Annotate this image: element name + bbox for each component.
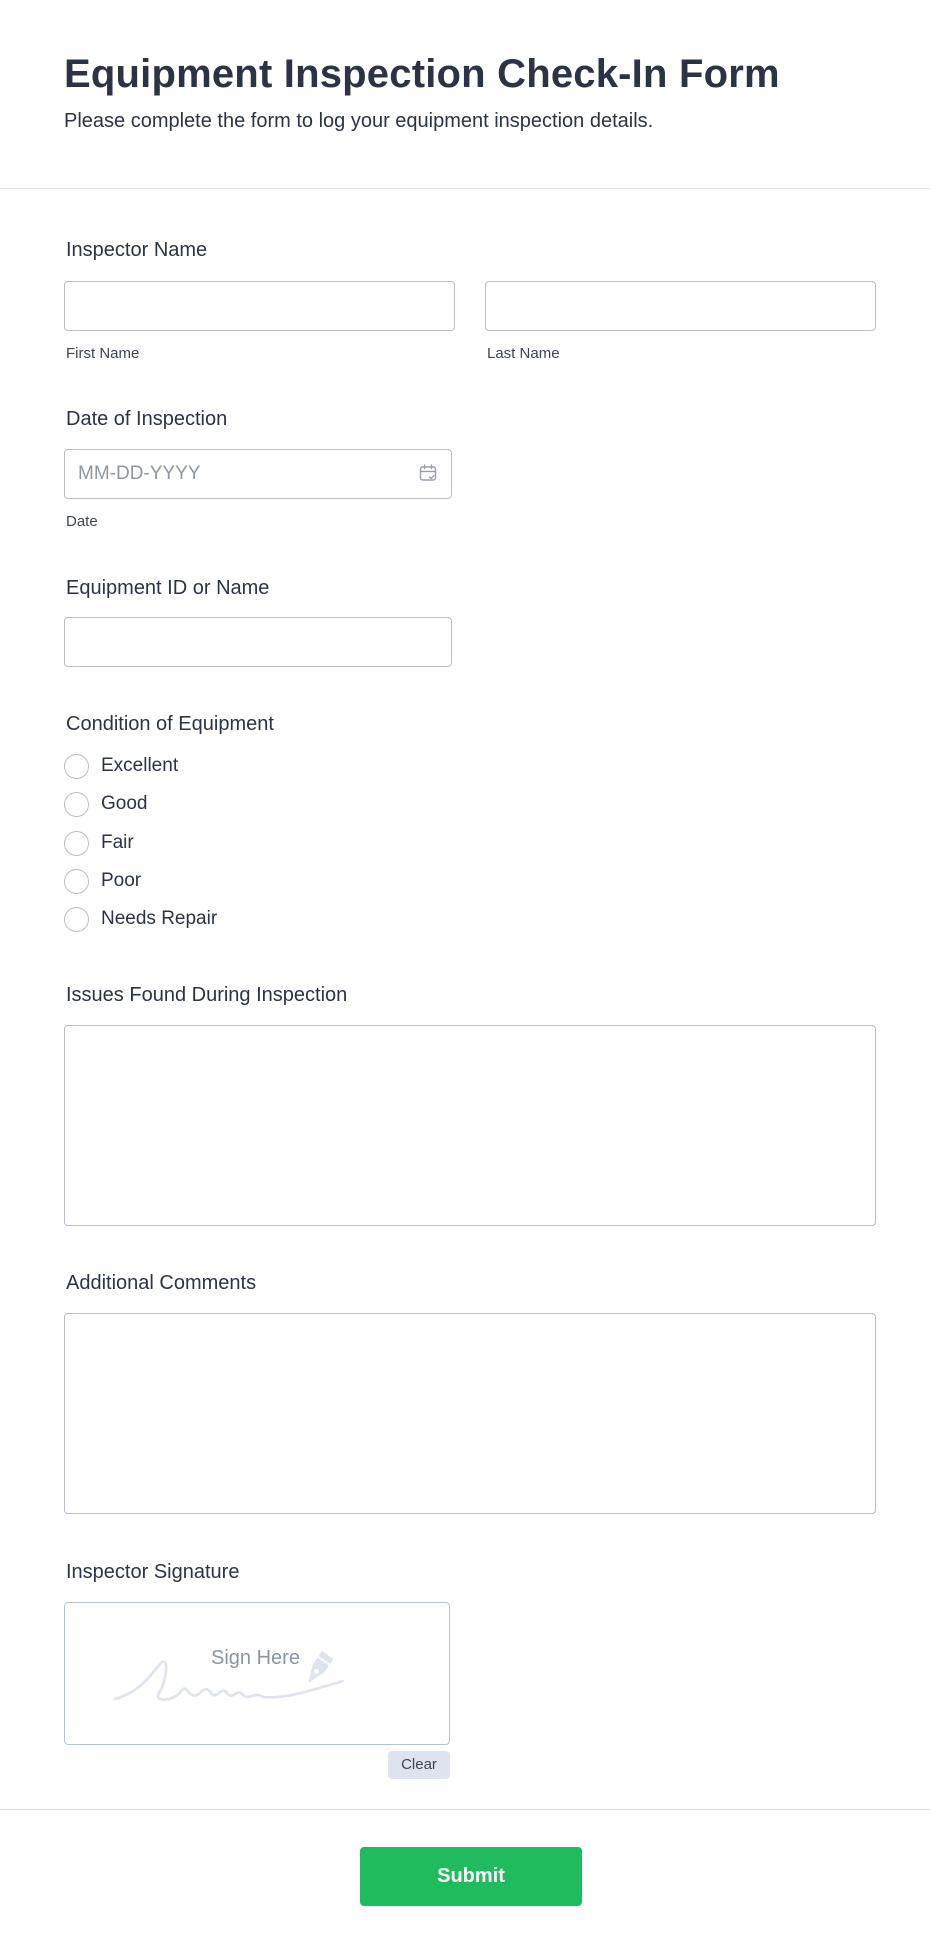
equipment-input[interactable] xyxy=(64,617,452,667)
radio-label: Needs Repair xyxy=(101,908,218,929)
condition-option-good[interactable] xyxy=(64,790,147,818)
condition-label: Condition of Equipment xyxy=(66,713,274,735)
signature-placeholder: Sign Here xyxy=(211,1647,300,1669)
last-name-sublabel: Last Name xyxy=(487,345,560,362)
radio-button[interactable] xyxy=(64,831,89,856)
condition-option-needs-repair[interactable] xyxy=(64,905,217,933)
clear-signature-button[interactable]: Clear xyxy=(388,1751,450,1779)
radio-label: Poor xyxy=(101,870,142,891)
calendar-icon[interactable] xyxy=(418,463,438,483)
issues-textarea[interactable] xyxy=(64,1025,876,1226)
radio-button[interactable] xyxy=(64,907,89,932)
date-input[interactable] xyxy=(64,449,452,499)
last-name-input[interactable] xyxy=(485,281,876,331)
comments-label: Additional Comments xyxy=(66,1272,257,1294)
inspector-name-label: Inspector Name xyxy=(66,239,208,261)
condition-option-fair[interactable] xyxy=(64,829,134,857)
condition-option-excellent[interactable] xyxy=(64,752,178,780)
comments-textarea[interactable] xyxy=(64,1313,876,1514)
first-name-sublabel: First Name xyxy=(66,345,140,362)
date-label: Date of Inspection xyxy=(66,408,228,430)
equipment-label: Equipment ID or Name xyxy=(66,577,270,599)
form-header xyxy=(0,0,930,189)
form-subtitle: Please complete the form to log your equipment inspection details. xyxy=(64,110,654,132)
radio-label: Fair xyxy=(101,832,134,853)
radio-label: Excellent xyxy=(101,755,179,776)
radio-button[interactable] xyxy=(64,869,89,894)
date-sublabel: Date xyxy=(66,513,98,530)
radio-button[interactable] xyxy=(64,754,89,779)
first-name-input[interactable] xyxy=(64,281,455,331)
radio-label: Good xyxy=(101,793,148,814)
submit-button[interactable]: Submit xyxy=(360,1847,582,1906)
footer-divider xyxy=(0,1809,930,1810)
form-title: Equipment Inspection Check-In Form xyxy=(64,52,780,96)
radio-button[interactable] xyxy=(64,792,89,817)
issues-label: Issues Found During Inspection xyxy=(66,984,348,1006)
signature-label: Inspector Signature xyxy=(66,1561,240,1583)
signature-pad[interactable] xyxy=(64,1602,450,1745)
condition-option-poor[interactable] xyxy=(64,867,141,895)
